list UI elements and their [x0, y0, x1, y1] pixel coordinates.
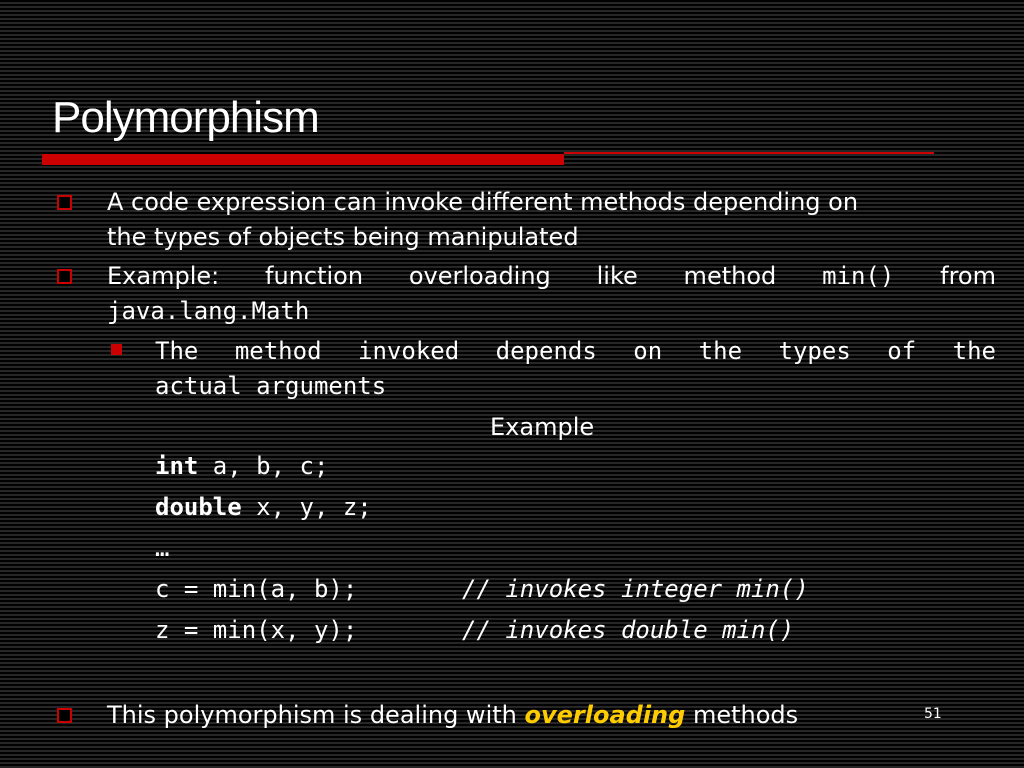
bullet-2-line-2: java.lang.Math: [107, 297, 310, 325]
overloading-highlight: overloading: [524, 701, 686, 729]
hollow-square-bullet-icon: [57, 269, 72, 284]
code-line-4: c = min(a, b);: [155, 575, 358, 603]
sub-bullet-line-2: actual arguments: [155, 372, 387, 400]
code-line-5: z = min(x, y);: [155, 616, 358, 644]
bullet-2-prefix: Example: function overloading like method: [107, 262, 777, 290]
last-bullet-suffix: methods: [685, 701, 799, 729]
bullet-2-text: [107, 259, 996, 329]
bullet-2-suffix: from: [940, 262, 996, 290]
code-line-1-rest: a, b, c;: [198, 452, 329, 480]
example-label: Example: [490, 413, 595, 441]
bullet-1-text: [107, 185, 996, 255]
hollow-square-bullet-icon: [57, 195, 72, 210]
bullet-1-line-1: A code expression can invoke different methods depending on: [107, 188, 859, 216]
slide-title: Polymorphism: [52, 93, 319, 142]
hollow-square-bullet-icon: [57, 708, 72, 723]
keyword-int: int: [155, 452, 199, 480]
code-line-2-rest: x, y, z;: [241, 493, 372, 521]
code-line-1: [155, 452, 328, 480]
bullet-2-line-1: [107, 259, 996, 294]
last-bullet-text: [107, 698, 798, 733]
sub-bullet-line-1: The method invoked depends on the types of the: [155, 337, 996, 365]
keyword-double: double: [155, 493, 242, 521]
bullet-1-line-2: the types of objects being manipulated: [107, 223, 579, 251]
code-comment-integer: // invokes integer min(): [462, 575, 809, 603]
slide-number: 51: [924, 706, 942, 722]
title-underline-thin: [564, 152, 934, 154]
solid-square-bullet-icon: [111, 344, 122, 355]
code-line-ellipsis: …: [155, 534, 170, 562]
code-line-2: [155, 493, 372, 521]
bullet-2-code-min: min(): [822, 262, 895, 290]
last-bullet-prefix: This polymorphism is dealing with: [107, 701, 525, 729]
title-underline-thick: [42, 154, 564, 165]
code-comment-double: // invokes double min(): [462, 616, 795, 644]
sub-bullet-text: [155, 334, 996, 404]
